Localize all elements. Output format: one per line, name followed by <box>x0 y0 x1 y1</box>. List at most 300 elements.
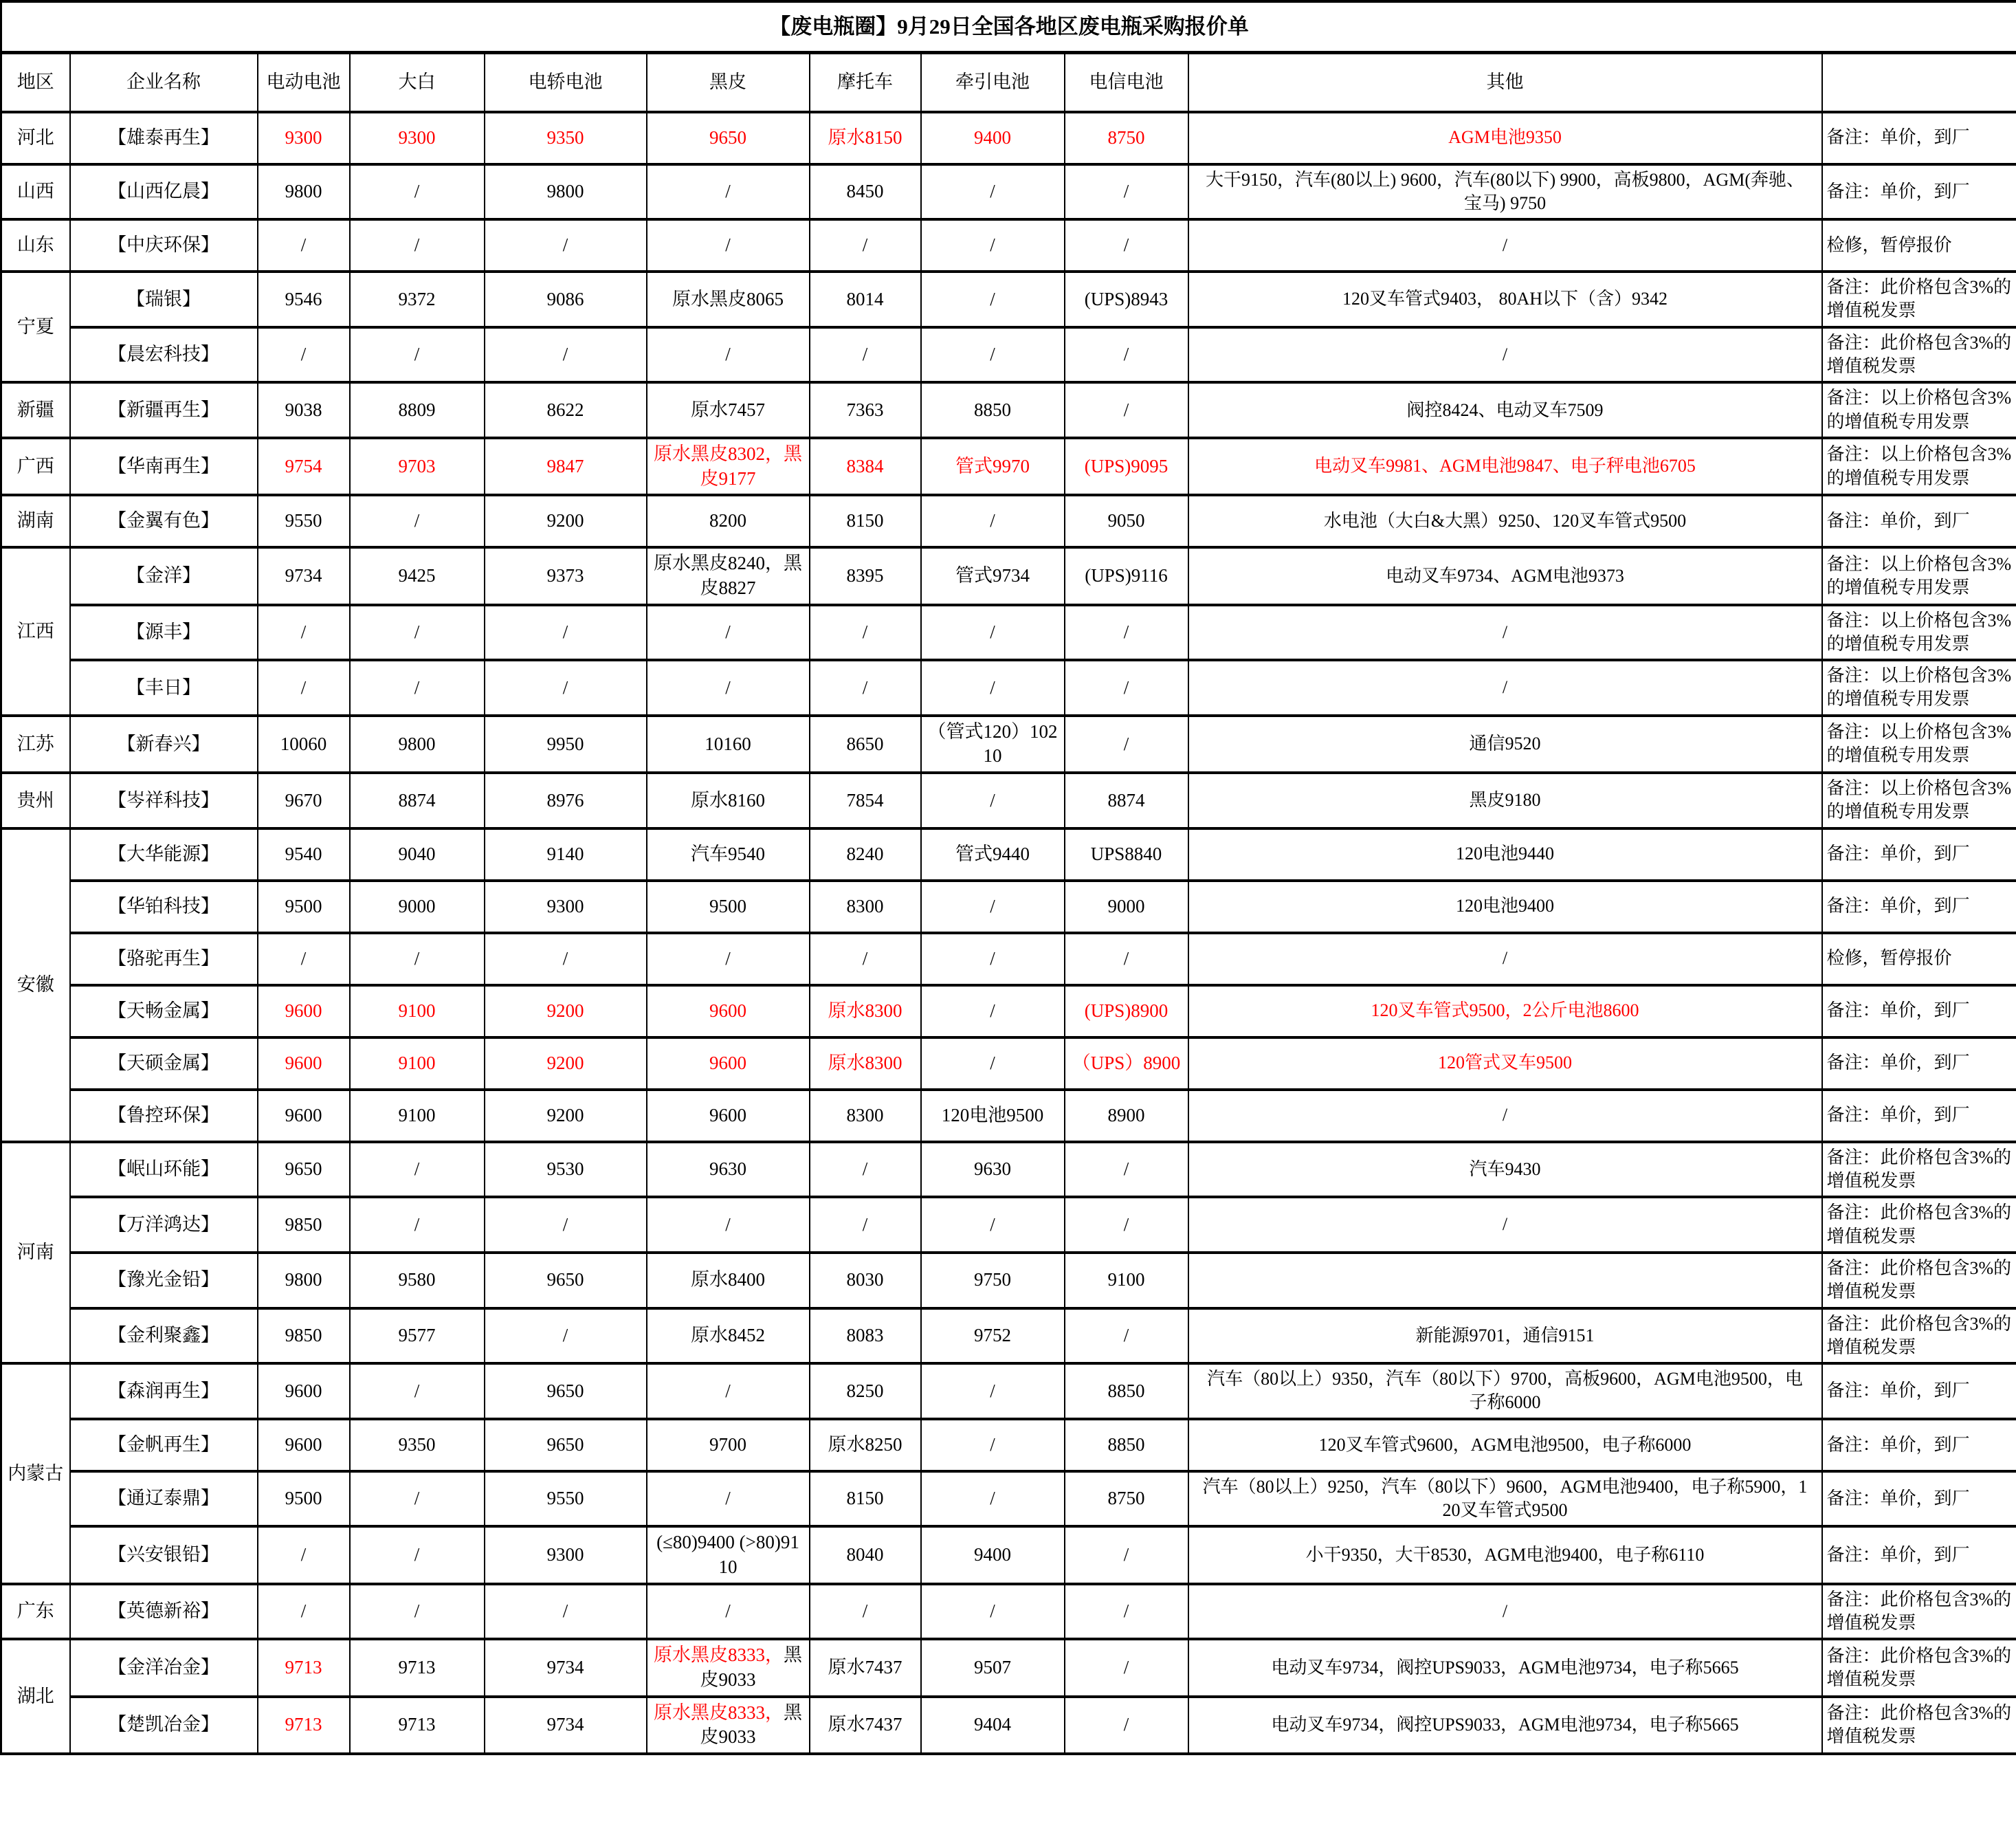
region-cell: 山西 <box>1 164 70 220</box>
price-text: 9040 <box>398 843 436 864</box>
company-cell: 【楚凯冶金】 <box>70 1697 258 1754</box>
price-text: / <box>990 1488 995 1509</box>
price-text: 原水8160 <box>691 789 765 811</box>
cell-other <box>1188 1142 1822 1198</box>
cell-motorcycle <box>810 985 921 1037</box>
price-text: 9800 <box>398 733 436 754</box>
cell-ev-battery <box>258 1419 350 1471</box>
table-body <box>1 112 2016 1754</box>
price-text: 9200 <box>546 1104 584 1125</box>
cell-traction-battery <box>921 1037 1065 1090</box>
note-cell: 检修，暂停报价 <box>1822 933 2016 985</box>
cell-other <box>1188 660 1822 716</box>
price-text: 原水黑皮8240，黑皮8827 <box>654 553 802 598</box>
price-text-red: 9200 <box>546 1052 584 1073</box>
cell-dabai <box>350 1142 485 1198</box>
price-text-red: 9200 <box>546 1000 584 1021</box>
price-text-red: 原水8150 <box>828 126 902 148</box>
price-text: / <box>300 947 307 969</box>
cell-motorcycle <box>810 272 921 327</box>
cell-sedan-battery <box>485 112 647 164</box>
cell-black-skin <box>647 1308 810 1364</box>
note-cell: 备注：此价格包含3%的增值税发票 <box>1822 1197 2016 1253</box>
cell-dabai <box>350 219 485 272</box>
cell-traction-battery <box>921 605 1065 661</box>
cell-ev-battery <box>258 547 350 604</box>
table-row <box>1 605 2016 661</box>
cell-black-skin <box>647 438 810 495</box>
price-text: 原水7457 <box>691 399 765 420</box>
table-row <box>1 1253 2016 1308</box>
cell-sedan-battery <box>485 547 647 604</box>
cell-telecom-battery <box>1065 828 1188 881</box>
price-text: 汽车（80以上）9350，汽车（80以下）9700，高板9600，AGM电池9500，电子称6000 <box>1207 1369 1803 1413</box>
cell-traction-battery <box>921 327 1065 383</box>
cell-dabai <box>350 1253 485 1308</box>
column-header-telecom-battery: 电信电池 <box>1065 53 1188 112</box>
price-text: 9650 <box>546 1380 584 1401</box>
cell-other <box>1188 933 1822 985</box>
cell-motorcycle <box>810 219 921 272</box>
cell-black-skin <box>647 1584 810 1640</box>
price-text: / <box>1123 234 1129 256</box>
price-text: 7363 <box>846 399 884 420</box>
table-row <box>1 327 2016 383</box>
cell-traction-battery <box>921 1697 1065 1754</box>
table-row <box>1 1471 2016 1527</box>
price-text: / <box>414 510 420 531</box>
cell-traction-battery <box>921 1639 1065 1696</box>
cell-motorcycle <box>810 112 921 164</box>
price-text: / <box>562 1600 568 1622</box>
price-text-red: 9100 <box>398 1000 436 1021</box>
price-text: / <box>1123 1213 1129 1235</box>
cell-ev-battery <box>258 1308 350 1364</box>
cell-dabai <box>350 382 485 438</box>
cell-ev-battery <box>258 1253 350 1308</box>
table-row <box>1 164 2016 220</box>
company-cell: 【山西亿晨】 <box>70 164 258 220</box>
cell-motorcycle <box>810 495 921 547</box>
cell-ev-battery <box>258 1471 350 1527</box>
cell-traction-battery <box>921 547 1065 604</box>
price-text: / <box>990 1000 995 1021</box>
cell-ev-battery <box>258 1363 350 1419</box>
cell-sedan-battery <box>485 773 647 828</box>
table-row <box>1 272 2016 327</box>
cell-other <box>1188 1363 1822 1419</box>
note-cell: 备注：以上价格包含3%的增值税专用发票 <box>1822 547 2016 604</box>
cell-ev-battery <box>258 164 350 220</box>
region-cell: 宁夏 <box>1 272 70 382</box>
cell-telecom-battery <box>1065 933 1188 985</box>
cell-black-skin <box>647 1363 810 1419</box>
price-text: 9670 <box>285 789 322 811</box>
price-text: 9580 <box>398 1269 436 1290</box>
price-text: 9373 <box>546 565 584 586</box>
price-text: / <box>1123 1544 1129 1565</box>
region-cell: 江苏 <box>1 716 70 773</box>
cell-black-skin <box>647 1526 810 1583</box>
price-text: / <box>300 1600 307 1622</box>
note-cell: 备注：此价格包含3%的增值税发票 <box>1822 1639 2016 1696</box>
company-cell: 【英德新裕】 <box>70 1584 258 1640</box>
cell-traction-battery <box>921 1526 1065 1583</box>
cell-traction-battery <box>921 272 1065 327</box>
price-text: / <box>990 676 995 698</box>
region-cell: 广东 <box>1 1584 70 1640</box>
price-text: 9750 <box>974 1269 1011 1290</box>
cell-dabai <box>350 547 485 604</box>
price-text: 9600 <box>285 1104 322 1125</box>
price-text: 8300 <box>846 895 884 916</box>
price-text: / <box>1123 676 1129 698</box>
cell-sedan-battery <box>485 1697 647 1754</box>
price-text: / <box>725 622 731 642</box>
cell-traction-battery <box>921 1584 1065 1640</box>
price-text-red: 9754 <box>285 455 322 476</box>
price-text: 9530 <box>546 1158 584 1180</box>
cell-black-skin <box>647 112 810 164</box>
cell-dabai <box>350 985 485 1037</box>
price-text: / <box>990 1600 995 1622</box>
table-row <box>1 112 2016 164</box>
price-text: / <box>1123 181 1129 201</box>
cell-ev-battery <box>258 1697 350 1754</box>
cell-motorcycle <box>810 327 921 383</box>
price-text-red: 9300 <box>398 126 436 148</box>
cell-telecom-battery <box>1065 438 1188 495</box>
price-text: / <box>862 1213 868 1235</box>
cell-dabai <box>350 272 485 327</box>
price-text: 10160 <box>705 733 751 754</box>
cell-sedan-battery <box>485 1419 647 1471</box>
cell-black-skin <box>647 1253 810 1308</box>
table-row <box>1 1090 2016 1142</box>
cell-telecom-battery <box>1065 1253 1188 1308</box>
cell-black-skin <box>647 1419 810 1471</box>
cell-motorcycle <box>810 547 921 604</box>
cell-black-skin <box>647 382 810 438</box>
cell-black-skin <box>647 219 810 272</box>
cell-dabai <box>350 495 485 547</box>
price-text: / <box>414 1158 420 1180</box>
table-row <box>1 1363 2016 1419</box>
cell-motorcycle <box>810 1697 921 1754</box>
price-text: / <box>414 676 420 698</box>
price-text: 8250 <box>846 1380 884 1401</box>
cell-black-skin <box>647 1090 810 1142</box>
cell-ev-battery <box>258 1142 350 1198</box>
price-text: 9300 <box>546 895 584 916</box>
table-row <box>1 1142 2016 1198</box>
price-text: 9546 <box>285 288 322 309</box>
company-cell: 【丰日】 <box>70 660 258 716</box>
price-text: 10060 <box>280 733 327 754</box>
cell-sedan-battery <box>485 716 647 773</box>
price-text: / <box>414 1213 420 1235</box>
table-row <box>1 773 2016 828</box>
price-text: 8150 <box>846 1488 884 1509</box>
price-text: 9700 <box>709 1433 746 1455</box>
cell-motorcycle <box>810 773 921 828</box>
price-text: 120叉车管式9403， 80AH以下（含）9342 <box>1342 289 1668 309</box>
cell-ev-battery <box>258 716 350 773</box>
cell-traction-battery <box>921 1471 1065 1527</box>
cell-sedan-battery <box>485 1584 647 1640</box>
price-text: / <box>562 947 568 969</box>
note-cell: 备注：单价，到厂 <box>1822 1037 2016 1090</box>
price-text: 9038 <box>285 399 322 420</box>
price-text: / <box>562 234 568 256</box>
cell-black-skin <box>647 327 810 383</box>
price-text: / <box>300 234 307 256</box>
cell-sedan-battery <box>485 605 647 661</box>
column-header-dabai: 大白 <box>350 53 485 112</box>
price-text: 9600 <box>709 1104 746 1125</box>
price-text: / <box>990 234 995 256</box>
cell-black-skin <box>647 1142 810 1198</box>
price-text: / <box>990 344 995 365</box>
note-cell: 备注：以上价格包含3%的增值税专用发票 <box>1822 438 2016 495</box>
cell-telecom-battery <box>1065 1526 1188 1583</box>
cell-other <box>1188 716 1822 773</box>
price-text: 9850 <box>285 1325 322 1345</box>
price-text: 9100 <box>1107 1269 1145 1290</box>
price-text: 9500 <box>709 895 746 916</box>
price-text: 9752 <box>974 1325 1011 1345</box>
price-text: 9100 <box>398 1104 436 1125</box>
cell-telecom-battery <box>1065 112 1188 164</box>
price-text: 9713 <box>398 1657 436 1678</box>
price-text: 120电池9400 <box>1455 896 1554 916</box>
note-cell: 备注：以上价格包含3%的增值税专用发票 <box>1822 382 2016 438</box>
cell-motorcycle <box>810 1363 921 1419</box>
price-text: 9000 <box>1107 895 1145 916</box>
note-cell: 备注：此价格包含3%的增值税发票 <box>1822 1584 2016 1640</box>
price-text: 8622 <box>546 399 584 420</box>
cell-other <box>1188 1197 1822 1253</box>
price-text-red: 9600 <box>285 1000 322 1021</box>
cell-motorcycle <box>810 933 921 985</box>
price-text: / <box>1502 948 1508 969</box>
price-text: 9950 <box>546 733 584 754</box>
region-cell: 河南 <box>1 1142 70 1364</box>
cell-traction-battery <box>921 985 1065 1037</box>
cell-ev-battery <box>258 660 350 716</box>
note-cell: 备注：以上价格包含3%的增值税专用发票 <box>1822 660 2016 716</box>
price-text: 8900 <box>1107 1104 1145 1125</box>
cell-ev-battery <box>258 1090 350 1142</box>
price-text-red: 9300 <box>285 126 322 148</box>
price-text-red: 9100 <box>398 1052 436 1073</box>
price-text: 9630 <box>709 1158 746 1180</box>
column-header-other: 其他 <box>1188 53 1822 112</box>
cell-telecom-battery <box>1065 1308 1188 1364</box>
company-cell: 【新疆再生】 <box>70 382 258 438</box>
price-text: / <box>725 1213 731 1235</box>
price-text: 9500 <box>285 895 322 916</box>
cell-sedan-battery <box>485 828 647 881</box>
company-cell: 【天畅金属】 <box>70 985 258 1037</box>
table-row <box>1 1197 2016 1253</box>
cell-black-skin <box>647 1697 810 1754</box>
note-cell: 备注：以上价格包含3%的增值税专用发票 <box>1822 605 2016 661</box>
cell-telecom-battery <box>1065 547 1188 604</box>
price-text: 8014 <box>846 288 884 309</box>
cell-other <box>1188 881 1822 933</box>
company-cell: 【金利聚鑫】 <box>70 1308 258 1364</box>
price-text-red: (UPS)8900 <box>1084 1000 1168 1021</box>
cell-other <box>1188 1037 1822 1090</box>
cell-other <box>1188 1639 1822 1696</box>
cell-sedan-battery <box>485 327 647 383</box>
cell-sedan-battery <box>485 1090 647 1142</box>
company-cell: 【雄泰再生】 <box>70 112 258 164</box>
company-cell: 【通辽泰鼎】 <box>70 1471 258 1527</box>
cell-ev-battery <box>258 985 350 1037</box>
price-text: 8150 <box>846 510 884 531</box>
price-text: / <box>990 288 995 309</box>
region-cell: 河北 <box>1 112 70 164</box>
price-text: 9800 <box>285 1269 322 1290</box>
cell-dabai <box>350 881 485 933</box>
price-text: 黑皮9033 <box>700 1644 802 1690</box>
cell-motorcycle <box>810 660 921 716</box>
header-row <box>1 53 2016 112</box>
table-row <box>1 933 2016 985</box>
cell-ev-battery <box>258 828 350 881</box>
price-text: 9507 <box>974 1657 1011 1678</box>
column-header-traction-battery: 牵引电池 <box>921 53 1065 112</box>
price-text: (UPS)8943 <box>1084 288 1168 309</box>
cell-dabai <box>350 1037 485 1090</box>
cell-dabai <box>350 1419 485 1471</box>
price-text: / <box>1123 1325 1129 1345</box>
cell-motorcycle <box>810 1253 921 1308</box>
cell-ev-battery <box>258 881 350 933</box>
company-cell: 【新春兴】 <box>70 716 258 773</box>
price-text: 通信9520 <box>1469 734 1541 754</box>
cell-telecom-battery <box>1065 1090 1188 1142</box>
cell-telecom-battery <box>1065 164 1188 220</box>
price-text: 8850 <box>974 399 1011 420</box>
price-text-red: 9600 <box>285 1052 322 1073</box>
price-text: / <box>990 181 995 201</box>
price-text: 120叉车管式9600，AGM电池9500，电子称6000 <box>1318 1434 1692 1455</box>
price-text: / <box>414 181 420 201</box>
price-text: 8030 <box>846 1269 884 1290</box>
cell-other <box>1188 1526 1822 1583</box>
cell-ev-battery <box>258 773 350 828</box>
cell-ev-battery <box>258 1526 350 1583</box>
cell-motorcycle <box>810 438 921 495</box>
price-text: 9734 <box>546 1714 584 1735</box>
price-text: UPS8840 <box>1090 843 1162 864</box>
cell-sedan-battery <box>485 1037 647 1090</box>
note-cell: 备注：单价，到厂 <box>1822 1363 2016 1419</box>
price-text: 8395 <box>846 565 884 586</box>
cell-motorcycle <box>810 1639 921 1696</box>
cell-motorcycle <box>810 716 921 773</box>
cell-dabai <box>350 605 485 661</box>
price-text: / <box>725 676 731 698</box>
price-text: 9650 <box>285 1158 322 1180</box>
cell-ev-battery <box>258 495 350 547</box>
table-row <box>1 828 2016 881</box>
table-row <box>1 495 2016 547</box>
note-cell: 备注：单价，到厂 <box>1822 112 2016 164</box>
price-text: 9086 <box>546 288 584 309</box>
cell-motorcycle <box>810 828 921 881</box>
price-text: 9650 <box>546 1269 584 1290</box>
price-text: 9050 <box>1107 510 1145 531</box>
price-text: / <box>1123 344 1129 365</box>
price-text: 8240 <box>846 843 884 864</box>
cell-dabai <box>350 1526 485 1583</box>
company-cell: 【森润再生】 <box>70 1363 258 1419</box>
price-text-red: 120管式叉车9500 <box>1437 1053 1572 1073</box>
cell-other <box>1188 327 1822 383</box>
price-text: 小干9350，大干8530，AGM电池9400，电子称6110 <box>1305 1544 1705 1565</box>
cell-black-skin <box>647 828 810 881</box>
cell-ev-battery <box>258 219 350 272</box>
price-text: / <box>990 947 995 969</box>
price-text-red: 8384 <box>846 455 884 476</box>
cell-other <box>1188 828 1822 881</box>
cell-black-skin <box>647 605 810 661</box>
cell-black-skin <box>647 547 810 604</box>
cell-traction-battery <box>921 933 1065 985</box>
price-text: / <box>300 1544 307 1565</box>
cell-traction-battery <box>921 164 1065 220</box>
price-text: 9850 <box>285 1213 322 1235</box>
column-header-ev-battery: 电动电池 <box>258 53 350 112</box>
price-text: / <box>990 1433 995 1455</box>
price-text-red: （UPS）8900 <box>1072 1052 1181 1073</box>
price-text: 9734 <box>285 565 322 586</box>
note-cell: 备注：此价格包含3%的增值税发票 <box>1822 1253 2016 1308</box>
column-header-motorcycle: 摩托车 <box>810 53 921 112</box>
note-cell: 备注：单价，到厂 <box>1822 881 2016 933</box>
price-text: / <box>990 1380 995 1401</box>
cell-other <box>1188 1584 1822 1640</box>
company-cell: 【鲁控环保】 <box>70 1090 258 1142</box>
cell-black-skin <box>647 1471 810 1527</box>
cell-other <box>1188 382 1822 438</box>
cell-motorcycle <box>810 1471 921 1527</box>
table-row <box>1 547 2016 604</box>
cell-traction-battery <box>921 1253 1065 1308</box>
price-text-red: 原水黑皮8333， <box>654 1702 784 1723</box>
cell-black-skin <box>647 985 810 1037</box>
price-text-red: 9600 <box>709 1000 746 1021</box>
price-text: / <box>414 622 420 642</box>
price-text: 9000 <box>398 895 436 916</box>
cell-other <box>1188 1253 1822 1308</box>
cell-dabai <box>350 164 485 220</box>
cell-traction-battery <box>921 828 1065 881</box>
price-text-red: 9400 <box>974 126 1011 148</box>
price-text: / <box>562 622 568 642</box>
price-text: 新能源9701，通信9151 <box>1415 1325 1595 1345</box>
cell-telecom-battery <box>1065 219 1188 272</box>
note-cell: 检修，暂停报价 <box>1822 219 2016 272</box>
cell-motorcycle <box>810 881 921 933</box>
price-text: / <box>1502 234 1508 255</box>
price-text: 原水黑皮8065 <box>672 288 784 309</box>
cell-traction-battery <box>921 1090 1065 1142</box>
